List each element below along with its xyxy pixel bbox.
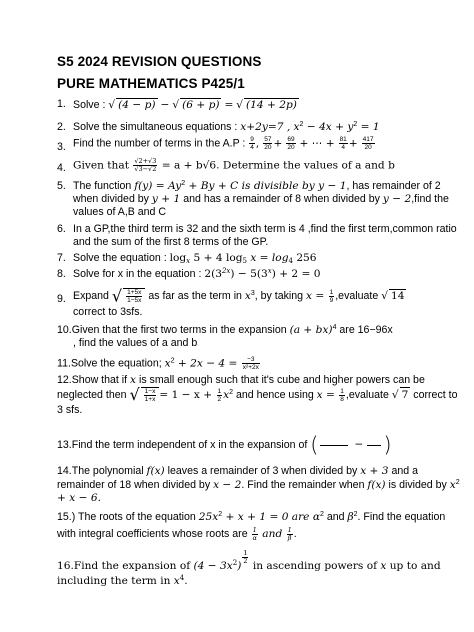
- question-7: 7. Solve the equation : $\log_x 5 + 4$ $\log_5 x = \log_4 256$: [57, 252, 317, 265]
- question-15: 15.) The roots of the equation $25x^2 + x + 1 = 0$ are $\alpha^2$ and $\beta^2$. Find the equation with integral coefficients whose roots are $\frac{1}{\alpha}$ and $\frac{1}{\beta}$ .: [57, 511, 446, 542]
- question-11: 11.Solve the equation; $x^2 + 2x - 4$ = $\frac{-3}{\text{x²+2x}}$: [57, 356, 259, 371]
- question-6: 6. In a GP,the third term is 32 and the sixth term is 4 ,find the first term,common ratio and the sum of the first 8 terms of the GP.: [57, 223, 457, 249]
- question-5: 5. The function $f(y) = Ay^2 + By + C$ is divisible by y − 1, has remainder of 2 when divided by y + 1 and has a remainder of 8 when divided by y − 2,find the values of A,B and C: [57, 180, 449, 219]
- question-14: 14.The polynomial f(x) leaves a remainder of 3 when divided by x + 3 and a remainder of 18 when divided by x − 2. Find the remainder when f(x) is divided by $x^2 + x - 6$.: [57, 465, 460, 505]
- question-12: 12.Show that if x is small enough such that it's cube and higher powers can be neglected then √ $\frac{1-x}{1+x}$ = 1 − x + $\frac{1}{2}$ $x^2$ and hence using x = $\frac{1}{8}$ ,evaluate √ 7 correct to 3 sfs.: [57, 374, 458, 417]
- question-3: 3. Find the number of terms in the A.P : $\frac{9}{4}$ , $\frac{57}{20}$ + $\frac{69}{20}$ + ⋯ + $\frac{81}{4}$ + $\frac{417}{20}$: [57, 136, 374, 153]
- question-2: 2. Solve the simultaneous equations : x+2y=7 , $x^2 - 4x + y^2 = 1$: [57, 121, 380, 133]
- question-number: 1.: [57, 98, 66, 110]
- question-10: 10.Given that the first two terms in the expansion (a + bx)$^4$ are 16−96x , find the values of a and b: [57, 324, 393, 350]
- question-1: 1. Solve : √ (4 − p) − √ (6 + p) = √ (14 + 2p): [57, 98, 297, 111]
- document-subtitle: PURE MATHEMATICS P425/1: [57, 76, 245, 91]
- document-title: S5 2024 REVISION QUESTIONS: [57, 54, 262, 69]
- question-4: 4. Given that $\frac{√2+√3}{√3-√2}$ = a + b√6. Determine the values of a and b: [57, 157, 395, 174]
- question-9: 9. Expand √ $\frac{1+5x}{1-5x}$ as far as the term in $x^3$, by taking x = $\frac{1}{9}$ ,evaluate √ 14 correct to 3sfs.: [57, 286, 405, 318]
- question-16: 16.Find the expansion of $(4 - 3x^2)$ $\frac{1}{2}$ in ascending powers of x up to and including the term in $x^4$.: [57, 549, 441, 587]
- question-8: 8. Solve for x in the equation : $2(3^{2x}) - 5(3^x) + 2 = 0$: [57, 267, 321, 280]
- question-13: 13.Find the term independent of x in the expansion of ( − ): [57, 433, 392, 457]
